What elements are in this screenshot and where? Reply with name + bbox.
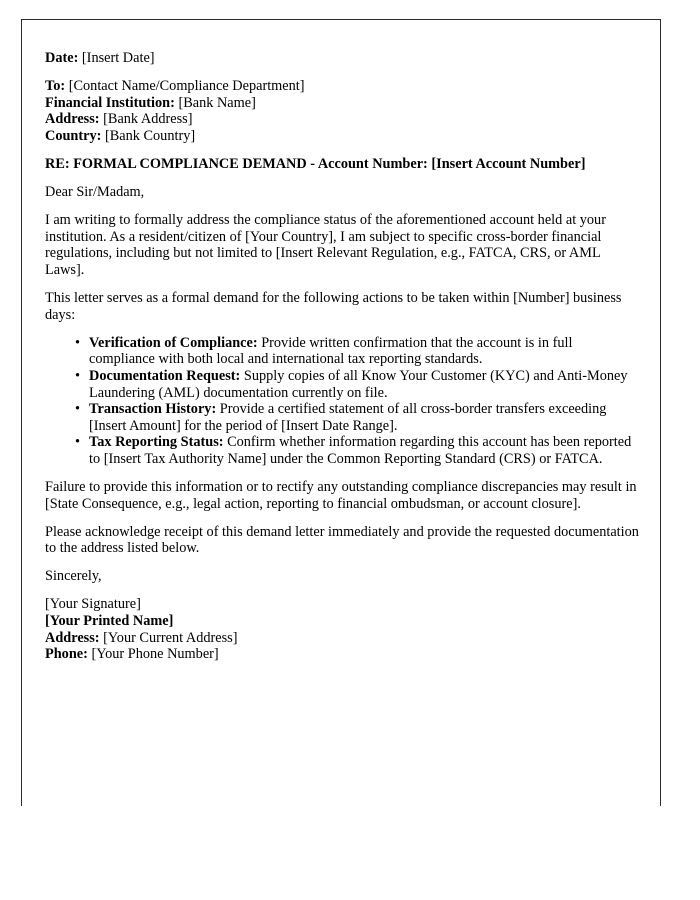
recipient-address-label: Address: <box>45 111 100 128</box>
demand-item-label: Verification of Compliance: <box>89 334 258 351</box>
signature-address-line <box>45 630 639 647</box>
demand-item-content <box>89 434 639 467</box>
demand-item-label: Transaction History: <box>89 401 217 418</box>
demand-item-text: Confirm whether information regarding this account has been reported to [Insert Tax Authority Name] under the Common Reporting Standard (CRS) or FATCA. <box>89 434 632 467</box>
recipient-address-line <box>45 111 639 128</box>
demand-item-text: Provide written confirmation that the account is in full compliance with both local and international tax reporting standards. <box>89 334 573 368</box>
date-line <box>45 50 639 67</box>
signature-phone-value: [Your Phone Number] <box>91 646 219 663</box>
recipient-institution-line <box>45 95 639 112</box>
recipient-to-value: [Contact Name/Compliance Department] <box>68 78 305 95</box>
consequence-paragraph: Failure to provide this information or to rectify any outstanding compliance discrepancies may result in [State Consequence, e.g., legal action, reporting to financial ombudsman, or account closure]. <box>45 478 637 512</box>
demand-item-content <box>89 401 639 434</box>
list-item <box>45 401 639 434</box>
signature-address-label: Address: <box>45 629 100 646</box>
acknowledgement-paragraph: Please acknowledge receipt of this demand letter immediately and provide the requested documentation to the address listed below. <box>45 523 639 557</box>
date-label: Date: <box>45 50 79 66</box>
recipient-institution-value: [Bank Name] <box>178 94 256 111</box>
signature-placeholder: [Your Signature] <box>45 596 141 613</box>
date-value: [Insert Date] <box>81 50 155 66</box>
recipient-to-label: To: <box>45 78 66 95</box>
signature-block <box>45 596 639 662</box>
letter-body <box>22 20 660 663</box>
demand-list <box>45 335 639 468</box>
signature-phone-line <box>45 646 639 663</box>
recipient-address-value: [Bank Address] <box>103 111 193 128</box>
demand-intro-paragraph: This letter serves as a formal demand for the following actions to be taken within [Number] business days: <box>45 290 622 323</box>
recipient-block <box>45 78 639 144</box>
closing-line: Sincerely, <box>45 568 102 585</box>
bullet-icon: • <box>75 401 81 418</box>
recipient-country-label: Country: <box>45 127 102 144</box>
list-item <box>45 434 639 467</box>
list-item <box>45 368 639 401</box>
demand-item-label: Documentation Request: <box>89 367 241 384</box>
letter-page <box>21 19 661 806</box>
recipient-institution-label: Financial Institution: <box>45 94 175 111</box>
salutation: Dear Sir/Madam, <box>45 184 145 201</box>
bullet-icon: • <box>75 334 81 351</box>
recipient-country-value: [Bank Country] <box>104 127 196 144</box>
demand-item-content <box>89 335 639 368</box>
recipient-to-line <box>45 78 639 95</box>
demand-item-content <box>89 368 639 401</box>
signature-phone-label: Phone: <box>45 646 88 663</box>
list-item <box>45 335 639 368</box>
bullet-icon: • <box>75 367 81 384</box>
intro-paragraph: I am writing to formally address the compliance status of the aforementioned account held at your institution. As a resident/citizen of [Your Country], I am subject to specific cross-border financial regulations, including but not limited to [Insert Relevant Regulation, e.g., FATCA, CRS, or AML Laws]. <box>45 212 606 278</box>
bullet-icon: • <box>75 434 81 451</box>
printed-name-placeholder: [Your Printed Name] <box>45 613 174 630</box>
demand-item-text: Supply copies of all Know Your Customer (KYC) and Anti-Money Laundering (AML) documentation currently on file. <box>89 367 628 401</box>
signature-address-value: [Your Current Address] <box>103 629 238 646</box>
subject-line: RE: FORMAL COMPLIANCE DEMAND - Account Number: [Insert Account Number] <box>45 155 586 172</box>
recipient-country-line <box>45 128 639 145</box>
demand-item-text: Provide a certified statement of all cross-border transfers exceeding [Insert Amount] for the period of [Insert Date Range]. <box>89 401 607 434</box>
demand-item-label: Tax Reporting Status: <box>89 434 224 451</box>
